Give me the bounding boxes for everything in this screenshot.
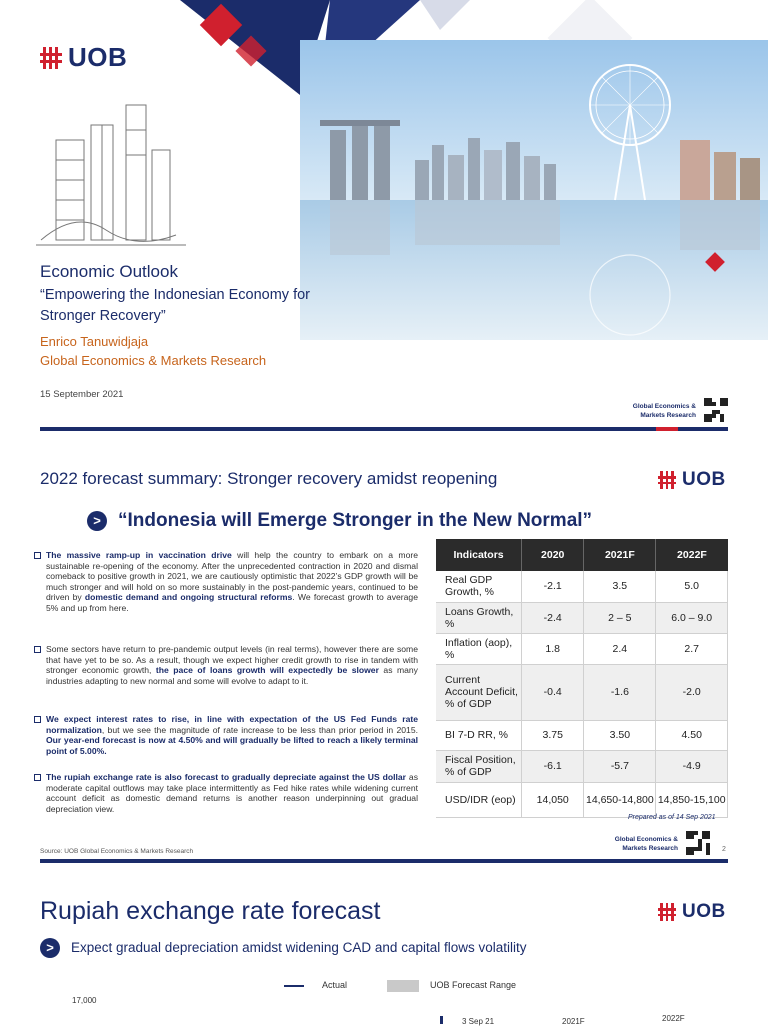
annotation-2022f: 2022F: [662, 1014, 685, 1023]
table-row: Loans Growth, % -2.4 2 – 5 6.0 – 9.0: [436, 602, 728, 633]
slide2-uob-logo-text: UOB: [682, 469, 726, 490]
legend-actual-label: Actual: [322, 980, 348, 990]
qr-code-icon: [704, 398, 728, 422]
cover-footer-rule: [40, 427, 728, 431]
slide2-footer-rule: [40, 859, 728, 863]
legend-range-swatch: [387, 980, 419, 992]
legend-range-label: UOB Forecast Range: [430, 980, 517, 990]
forecast-table-header: [436, 539, 728, 571]
cover-subtitle-line2: Stronger Recovery”: [40, 308, 166, 324]
headline-arrow-icon: >: [87, 511, 107, 531]
table-row: USD/IDR (eop) 14,050 14,650-14,800 14,850-15,100: [436, 782, 728, 817]
table-row: Current Account Deficit, % of GDP -0.4 -1.6 -2.0: [436, 664, 728, 720]
table-row: Inflation (aop), % 1.8 2.4 2.7: [436, 633, 728, 664]
slide3-uob-logo-text: UOB: [682, 901, 726, 922]
uob-logo-mark-icon: [40, 47, 62, 69]
table-note: Prepared as of 14 Sep 2021: [628, 814, 716, 821]
bullet-interest-rates: We expect interest rates to rise, in line with expectation of the US Fed Funds rate normalization, but we see the magnitude of rate increase to be less than prior period in 2015. Our year-end forecast is now at 4.50% and will gradually be lifted to reach a likely terminal point of 5.00%.: [46, 714, 418, 756]
qr-code-icon: [686, 831, 710, 855]
table-row: Fiscal Position, % of GDP -6.1 -5.7 -4.9: [436, 750, 728, 782]
uob-logo-text: UOB: [68, 42, 128, 72]
bullet-square-icon: [34, 716, 41, 723]
cover-footer-line2: Markets Research: [640, 412, 696, 419]
cover-footer-line1: Global Economics &: [632, 403, 696, 410]
uob-logo: [40, 42, 127, 73]
author-name: Enrico Tanuwidjaja: [40, 334, 149, 349]
slide2-footer-line1: Global Economics &: [614, 836, 678, 843]
header-2020: 2020: [522, 539, 584, 571]
rupiah-forecast-slide: [0, 870, 768, 1024]
bullet-square-icon: [34, 774, 41, 781]
header-indicators: Indicators: [436, 539, 522, 571]
legend-actual-swatch: [284, 985, 304, 987]
slide2-footer-label: [580, 835, 678, 853]
bullet-credit-growth: Some sectors have return to pre-pandemic output levels (in real terms), however there are some that have yet to be so. As a result, though we expect higher credit growth to rise in tandem with stronger economic growth, the pace of loans growth will expectedly be slower as many industries adapting to new normal and some will evolve to adapt to it.: [46, 644, 418, 686]
chart-line-stub: [440, 1016, 443, 1024]
author-department: Global Economics & Markets Research: [40, 353, 267, 368]
series-title: Economic Outlook: [40, 262, 178, 281]
singapore-skyline-photo: [300, 40, 768, 340]
bullet-vaccination: The massive ramp-up in vaccination drive will help the country to embark on a more sustainable re-opening of the economy. After the unprecedented contraction in 2020 and dismal comeback to positive growth in 2021, we are cautiously optimistic that 2022’s GDP growth will be much stronger and will hold on so more sustainably in the post-pandemic years, continued to be driven by domestic demand and ongoing structural reforms. We forecast growth to average 5% and up from here.: [46, 550, 418, 614]
cover-footer-rule-accent: [656, 427, 678, 431]
header-2022f: 2022F: [656, 539, 728, 571]
y-axis-top-label: 17,000: [72, 996, 97, 1005]
annotation-date: 3 Sep 21: [462, 1017, 495, 1026]
slide2-footer-line2: Markets Research: [622, 845, 678, 852]
cover-slide: [0, 0, 768, 440]
header-2021f: 2021F: [584, 539, 656, 571]
bullet-square-icon: [34, 552, 41, 559]
slide3-uob-logo: [658, 901, 726, 923]
slide2-title: 2022 forecast summary: Stronger recovery amidst reopening: [40, 469, 498, 488]
cover-subtitle-line1: “Empowering the Indonesian Economy for: [40, 287, 311, 303]
table-row: Real GDP Growth, % -2.1 3.5 5.0: [436, 571, 728, 602]
table-row: BI 7-D RR, % 3.75 3.50 4.50: [436, 720, 728, 750]
annotation-2021f: 2021F: [562, 1017, 585, 1026]
uob-logo-mark-icon: [658, 471, 676, 489]
uob-logo-mark-icon: [658, 903, 676, 921]
forecast-table: [436, 539, 728, 818]
page-number: 2: [722, 846, 726, 853]
slide2-source: Source: UOB Global Economics & Markets Research: [40, 848, 194, 855]
bullet-rupiah: The rupiah exchange rate is also forecast to gradually depreciate against the US dollar as moderate capital outflows may take place intermittently as Fed hike rates while widening current account deficit as domestic demand returns is another reason underpinning out gradual depreciation view.: [46, 772, 418, 814]
slide2-uob-logo: [658, 469, 726, 491]
slide3-subtitle: Expect gradual depreciation amidst widening CAD and capital flows volatility: [71, 940, 527, 955]
cover-footer-label: [590, 402, 696, 420]
bullet-square-icon: [34, 646, 41, 653]
publication-date: 15 September 2021: [40, 389, 124, 400]
subtitle-arrow-icon: >: [40, 938, 60, 958]
slide3-title: Rupiah exchange rate forecast: [40, 897, 381, 925]
slide2-headline: “Indonesia will Emerge Stronger in the New Normal”: [118, 510, 593, 531]
city-sketch-illustration: [36, 100, 186, 250]
